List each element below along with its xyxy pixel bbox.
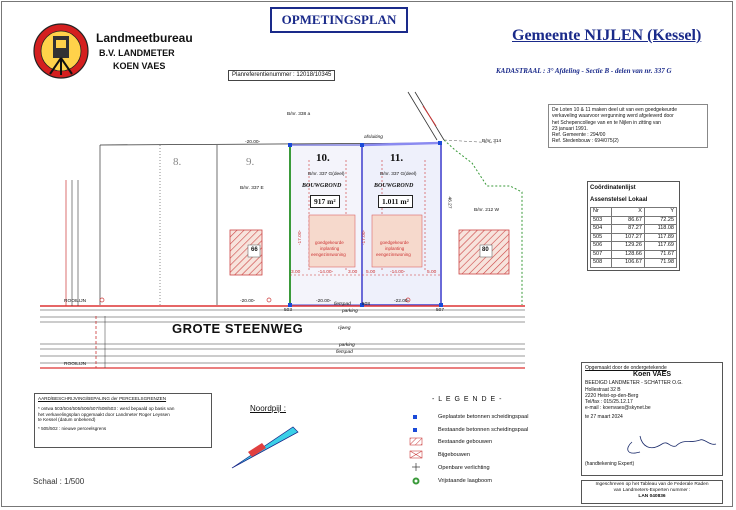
- north-arrow-label: Noordpijl :: [250, 404, 287, 413]
- cell: 107.27: [612, 233, 645, 242]
- dimension: -22.00-: [394, 299, 410, 304]
- boundary-post-marker: [439, 303, 443, 307]
- bike-path-label: fietspad: [334, 302, 351, 307]
- lot-use: BOUWGROND: [374, 183, 414, 189]
- note-line: De Loten 10 & 11 maken deel uit van een goedgekeurde: [552, 107, 677, 113]
- boundary-description: [34, 393, 212, 448]
- hedge-line: [444, 140, 522, 305]
- surveyor-address: 2220 Heist-op-den-Berg: [585, 392, 639, 399]
- surveyor-intro: Opgemaakt door de ondergetekende: [585, 365, 667, 371]
- lot11-area-label: 1.011 m²: [378, 195, 413, 208]
- dimension: -20.00-: [316, 299, 332, 304]
- parcel-ref: B/nr. 337 G(deel): [308, 172, 345, 177]
- lot-use: BOUWGROND: [302, 183, 342, 189]
- footprint-label: goedgekeurde: [380, 240, 409, 245]
- dimension: -14.00-: [390, 270, 406, 275]
- cell: 86.67: [612, 216, 645, 225]
- registration-number: LAN 040836: [638, 494, 666, 499]
- cell: 504: [591, 225, 612, 234]
- column-header: Nr: [591, 208, 612, 217]
- dimension: 3.00: [348, 270, 358, 275]
- municipality-title: Gemeente NIJLEN (Kessel): [512, 27, 702, 44]
- legend-title: - L E G E N D E -: [432, 396, 503, 403]
- surveyor-email: e-mail : koenvaes@skynet.be: [585, 405, 651, 412]
- lot10-area-label: 917 m²: [310, 195, 340, 208]
- legend-item: Vrijstaande laagboom: [438, 478, 492, 484]
- cell: 503: [591, 216, 612, 225]
- lamppost-icon: [267, 298, 271, 302]
- cell: 507: [591, 250, 612, 259]
- dimension: 46.27: [446, 196, 452, 209]
- boundary-description-line: * ontwa 503/504/505/506/507/508/503 : werd bepaald op basis van: [38, 405, 175, 411]
- house-number: 66: [251, 247, 258, 253]
- cell: 117.89: [644, 233, 676, 242]
- cell: 71.67: [644, 250, 676, 259]
- footprint-label: inplanting: [385, 246, 405, 251]
- legend-placed-post-icon: [413, 415, 417, 419]
- legend-existing-post-icon: [413, 428, 417, 432]
- boundary-post-marker: [438, 141, 442, 145]
- cell: 87.27: [612, 225, 645, 234]
- footprint-label: eengezinswoning: [376, 252, 411, 257]
- page-title: OPMETINGSPLAN: [270, 7, 408, 33]
- house-number: 80: [482, 247, 489, 253]
- road-marking: [423, 106, 436, 126]
- legend-item: Geplaatste betonnen scheidingspaal: [438, 414, 529, 420]
- dimension: -20.00-: [240, 299, 256, 304]
- scale-label: Schaal : 1/500: [33, 477, 85, 486]
- dimension: -17.00-: [298, 229, 304, 246]
- lot-label: 10.: [316, 152, 330, 164]
- survey-date: te 27 maart 2024: [585, 414, 623, 421]
- logo-line2: B.V. LANDMETER: [99, 48, 175, 58]
- rooilijn-label: ROOILIJN: [64, 362, 87, 367]
- lamppost-icon: [100, 298, 104, 302]
- legend-item: Bestaande betonnen scheidingspaal: [438, 427, 529, 433]
- cell: 71.98: [644, 259, 676, 268]
- column-header: Y: [644, 208, 676, 217]
- cell: 117.69: [644, 242, 676, 251]
- dimension: 5.00: [366, 270, 376, 275]
- dimension: -17.00-: [362, 229, 368, 246]
- cell: 506: [591, 242, 612, 251]
- lot-label: 8.: [173, 156, 182, 168]
- boundary-description-line: * 505/502 : nieuwe perceelsgrens: [38, 426, 107, 432]
- rooilijn-label: ROOILIJN: [64, 299, 87, 304]
- legend-item: Bijgebouwen: [438, 452, 471, 458]
- legend-lamp-icon: [412, 463, 420, 471]
- street-name: GROTE STEENWEG: [172, 321, 304, 336]
- coordinate-title: Coördinatenlijst: [590, 185, 636, 191]
- registration-line: van Landmeters-Experten nummer :: [613, 488, 691, 493]
- cell: 128.66: [612, 250, 645, 259]
- note-line: Ref. Gemeente : 294/00: [552, 132, 606, 139]
- road-edge: [408, 92, 437, 140]
- roadway-label: rijweg: [338, 326, 351, 331]
- surveyor-phone: Tel/fax : 015/25.12.17: [585, 399, 633, 406]
- street-parking-label: parking: [342, 309, 358, 314]
- fence-label: afsluiting: [364, 135, 383, 140]
- point-number: 503: [284, 308, 293, 313]
- legend-item: Bestaande gebouwen: [438, 439, 493, 445]
- parcel-ref: B/nr. 212 W: [474, 208, 500, 213]
- north-arrow-icon: [232, 427, 298, 468]
- logo-line3: KOEN VAES: [113, 61, 166, 71]
- cell: 106.67: [612, 259, 645, 268]
- dimension: 5.00: [427, 270, 437, 275]
- cadastral-reference: KADASTRAAL : 3° Afdeling - Sectie B - delen van nr. 337 G: [496, 67, 672, 75]
- parcel-ref: B/nr. 337 G(deel): [380, 172, 417, 177]
- street-parking-label: parking: [339, 343, 355, 348]
- dimension: -14.00-: [318, 270, 334, 275]
- boundary-post-marker: [360, 143, 364, 147]
- note-line: Ref. Stedenbouw : 694/075(2): [552, 138, 619, 145]
- cell: 129.26: [612, 242, 645, 251]
- parcel-ref: B/nr. 337 E: [240, 186, 264, 191]
- cell: 508: [591, 259, 612, 268]
- coordinate-system: Assenstelsel Lokaal: [590, 197, 648, 203]
- cell: 505: [591, 233, 612, 242]
- surveyor-firm: BEEDIGD LANDMETER - SCHATTER O.G.: [585, 380, 683, 387]
- note-line: het Schepencollege van en te Nijlen in zitting van: [552, 119, 661, 126]
- boundary-description-title: AARD/BESCHRIJVING/BEPALING der PERCEELSGRENZEN: [38, 396, 167, 401]
- boundary-description-line: te Kessel (datum onbekend): [38, 417, 96, 423]
- legend-annex-icon: [410, 451, 422, 458]
- legend-tree-icon: [413, 478, 420, 485]
- boundary-post-marker: [288, 143, 292, 147]
- parcel-ref: B/nr. 338 a: [287, 112, 311, 117]
- legend-item: Openbare verlichting: [438, 465, 490, 471]
- footprint-label: goedgekeurde: [315, 240, 344, 245]
- boundary-post-marker: [288, 303, 292, 307]
- registration-line: Ingeschreven op het Tableau van de Federale Raden: [595, 482, 709, 487]
- point-number: 507: [436, 308, 445, 313]
- dimension: 3.00: [291, 270, 301, 275]
- bike-path-label: fietspad: [336, 350, 353, 355]
- dimension: -20.00-: [245, 140, 261, 145]
- registration-block: [581, 480, 723, 504]
- note-line: verkaveling waarvoor vergunning werd afgeleverd door: [552, 113, 674, 120]
- cell: 72.25: [644, 216, 676, 225]
- lot-label: 9.: [246, 156, 255, 168]
- signature-caption: (handtekening Expert): [585, 461, 635, 467]
- surveyor-name: Koen VAES: [633, 371, 671, 379]
- cell: 118.08: [644, 225, 676, 234]
- lot-label: 11.: [390, 152, 404, 164]
- surveyor-address: Hollestraat 32 B: [585, 386, 621, 393]
- plan-reference: Planreferentienummer : 12018/10345: [228, 70, 335, 81]
- footprint-label: inplanting: [320, 246, 340, 251]
- parcel-ref: B/nr. 314: [482, 139, 502, 144]
- legend-building-icon: [410, 438, 422, 445]
- point-number: 508: [362, 302, 371, 307]
- footprint-label: eengezinswoning: [311, 252, 346, 257]
- logo-line1: Landmeetbureau: [96, 31, 193, 45]
- boundary-description-line: het verkavelingsplan opgemaakt door Landmeter Roger Leyssen: [38, 411, 170, 417]
- surveyor-block: [581, 362, 723, 476]
- column-header: X: [612, 208, 645, 217]
- note-line: 23 januari 1991.: [552, 125, 588, 132]
